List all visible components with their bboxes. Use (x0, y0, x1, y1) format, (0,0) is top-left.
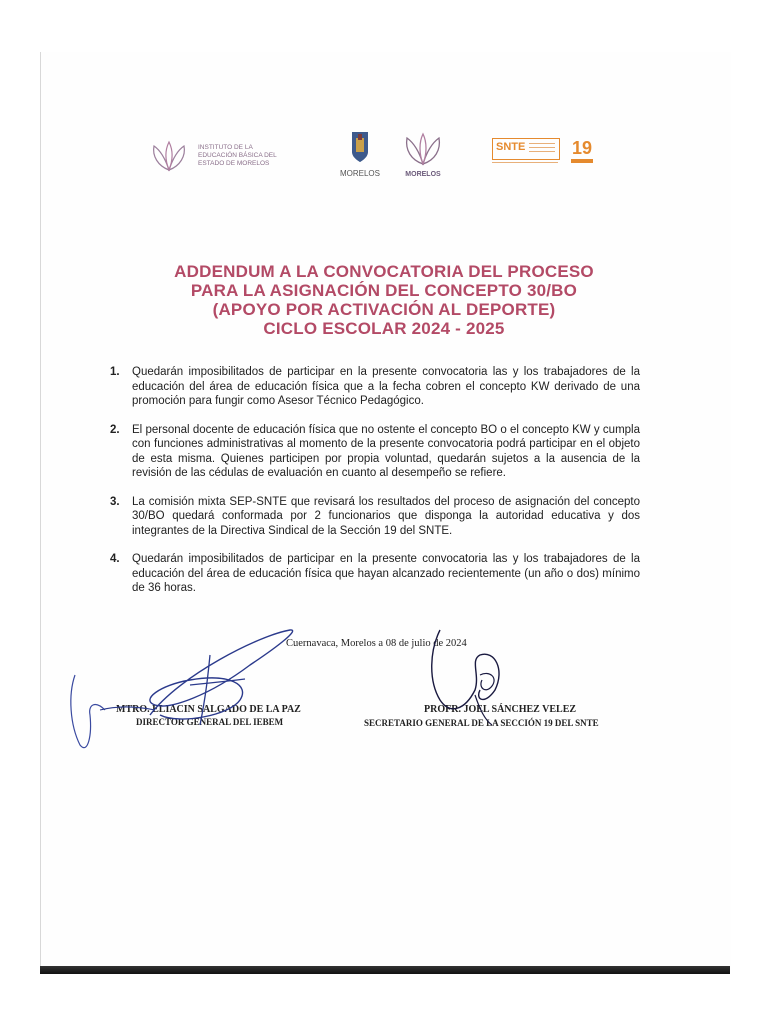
list-item (110, 365, 640, 409)
item-text: El personal docente de educación física que no ostente el concepto BO o el concepto KW y cumpla con funciones administrativas al momento de la presente convocatoria podrá participar en el objeto de esta misma. Quienes participen por propia voluntad, quedarán sujetos a la ausencia de la revisión de las cédulas de evaluación en cuanto al desempeño se refiere. (132, 423, 640, 479)
item-number: 4. (110, 553, 120, 565)
iebem-logo (148, 140, 277, 172)
shield-icon (350, 130, 370, 164)
iebem-logo-line: EDUCACIÓN BÁSICA DEL (198, 152, 277, 159)
title-line: (APOYO POR ACTIVACIÓN AL DEPORTE) (212, 300, 556, 319)
right-signer-name: PROFR. JOEL SÁNCHEZ VELEZ (424, 704, 577, 715)
list-item (110, 495, 640, 539)
morelos-lotus-logo (398, 132, 448, 178)
iebem-logo-line: ESTADO DE MORELOS (198, 160, 270, 167)
lotus-icon (148, 140, 190, 172)
item-text: La comisión mixta SEP-SNTE que revisará los resultados del proceso de asignación del concepto 30/BO quedará conformada por 2 funcionarios que disponga la autoridad educativa y dos integrantes de la Directiva Sindical de la Sección 19 del SNTE. (132, 495, 640, 537)
left-signer-name: MTRO. ELIACIN SALGADO DE LA PAZ (116, 704, 301, 715)
item-number: 3. (110, 495, 120, 508)
right-signature-scribble (420, 620, 540, 730)
iebem-logo-line: INSTITUTO DE LA (198, 144, 253, 151)
title-line: ADDENDUM A LA CONVOCATORIA DEL PROCESO (174, 262, 594, 281)
snte-logo (492, 136, 600, 172)
left-signer-role: DIRECTOR GENERAL DEL IEBEM (136, 717, 284, 727)
item-text: Quedarán imposibilitados de participar en la presente convocatoria las y los trabajadores de la educación del área de educación física que hayan alcanzado recientemente (un año o dos) mínimo de 36 horas. (132, 553, 640, 594)
item-number: 1. (110, 366, 120, 378)
morelos-shield-logo (338, 130, 382, 178)
item-number: 2. (110, 423, 120, 436)
place-date: Cuernavaca, Morelos a 08 de julio de 2024 (286, 638, 467, 649)
morelos-lotus-label: MORELOS (405, 171, 441, 178)
section-number: 19 (571, 138, 593, 158)
addendum-items (110, 365, 640, 610)
document-title (110, 262, 658, 338)
right-signer-role: SECRETARIO GENERAL DE LA SECCIÓN 19 DEL SNTE (364, 718, 599, 728)
list-item (110, 423, 640, 481)
title-line: CICLO ESCOLAR 2024 - 2025 (263, 319, 505, 338)
snte-label: SNTE (496, 141, 526, 153)
left-signature-scribble (60, 615, 320, 765)
page-edge-shadow (40, 966, 730, 974)
title-line: PARA LA ASIGNACIÓN DEL CONCEPTO 30/BO (190, 281, 578, 300)
lotus-icon (401, 132, 445, 166)
list-item (110, 552, 640, 596)
morelos-shield-label: MORELOS (339, 169, 380, 178)
item-text: Quedarán imposibilitados de participar en la presente convocatoria las y los trabajadores de la educación del área de educación física que a la fecha cobren el concepto KW derivado de una promoción para fungir como Asesor Técnico Pedagógico. (132, 366, 640, 407)
